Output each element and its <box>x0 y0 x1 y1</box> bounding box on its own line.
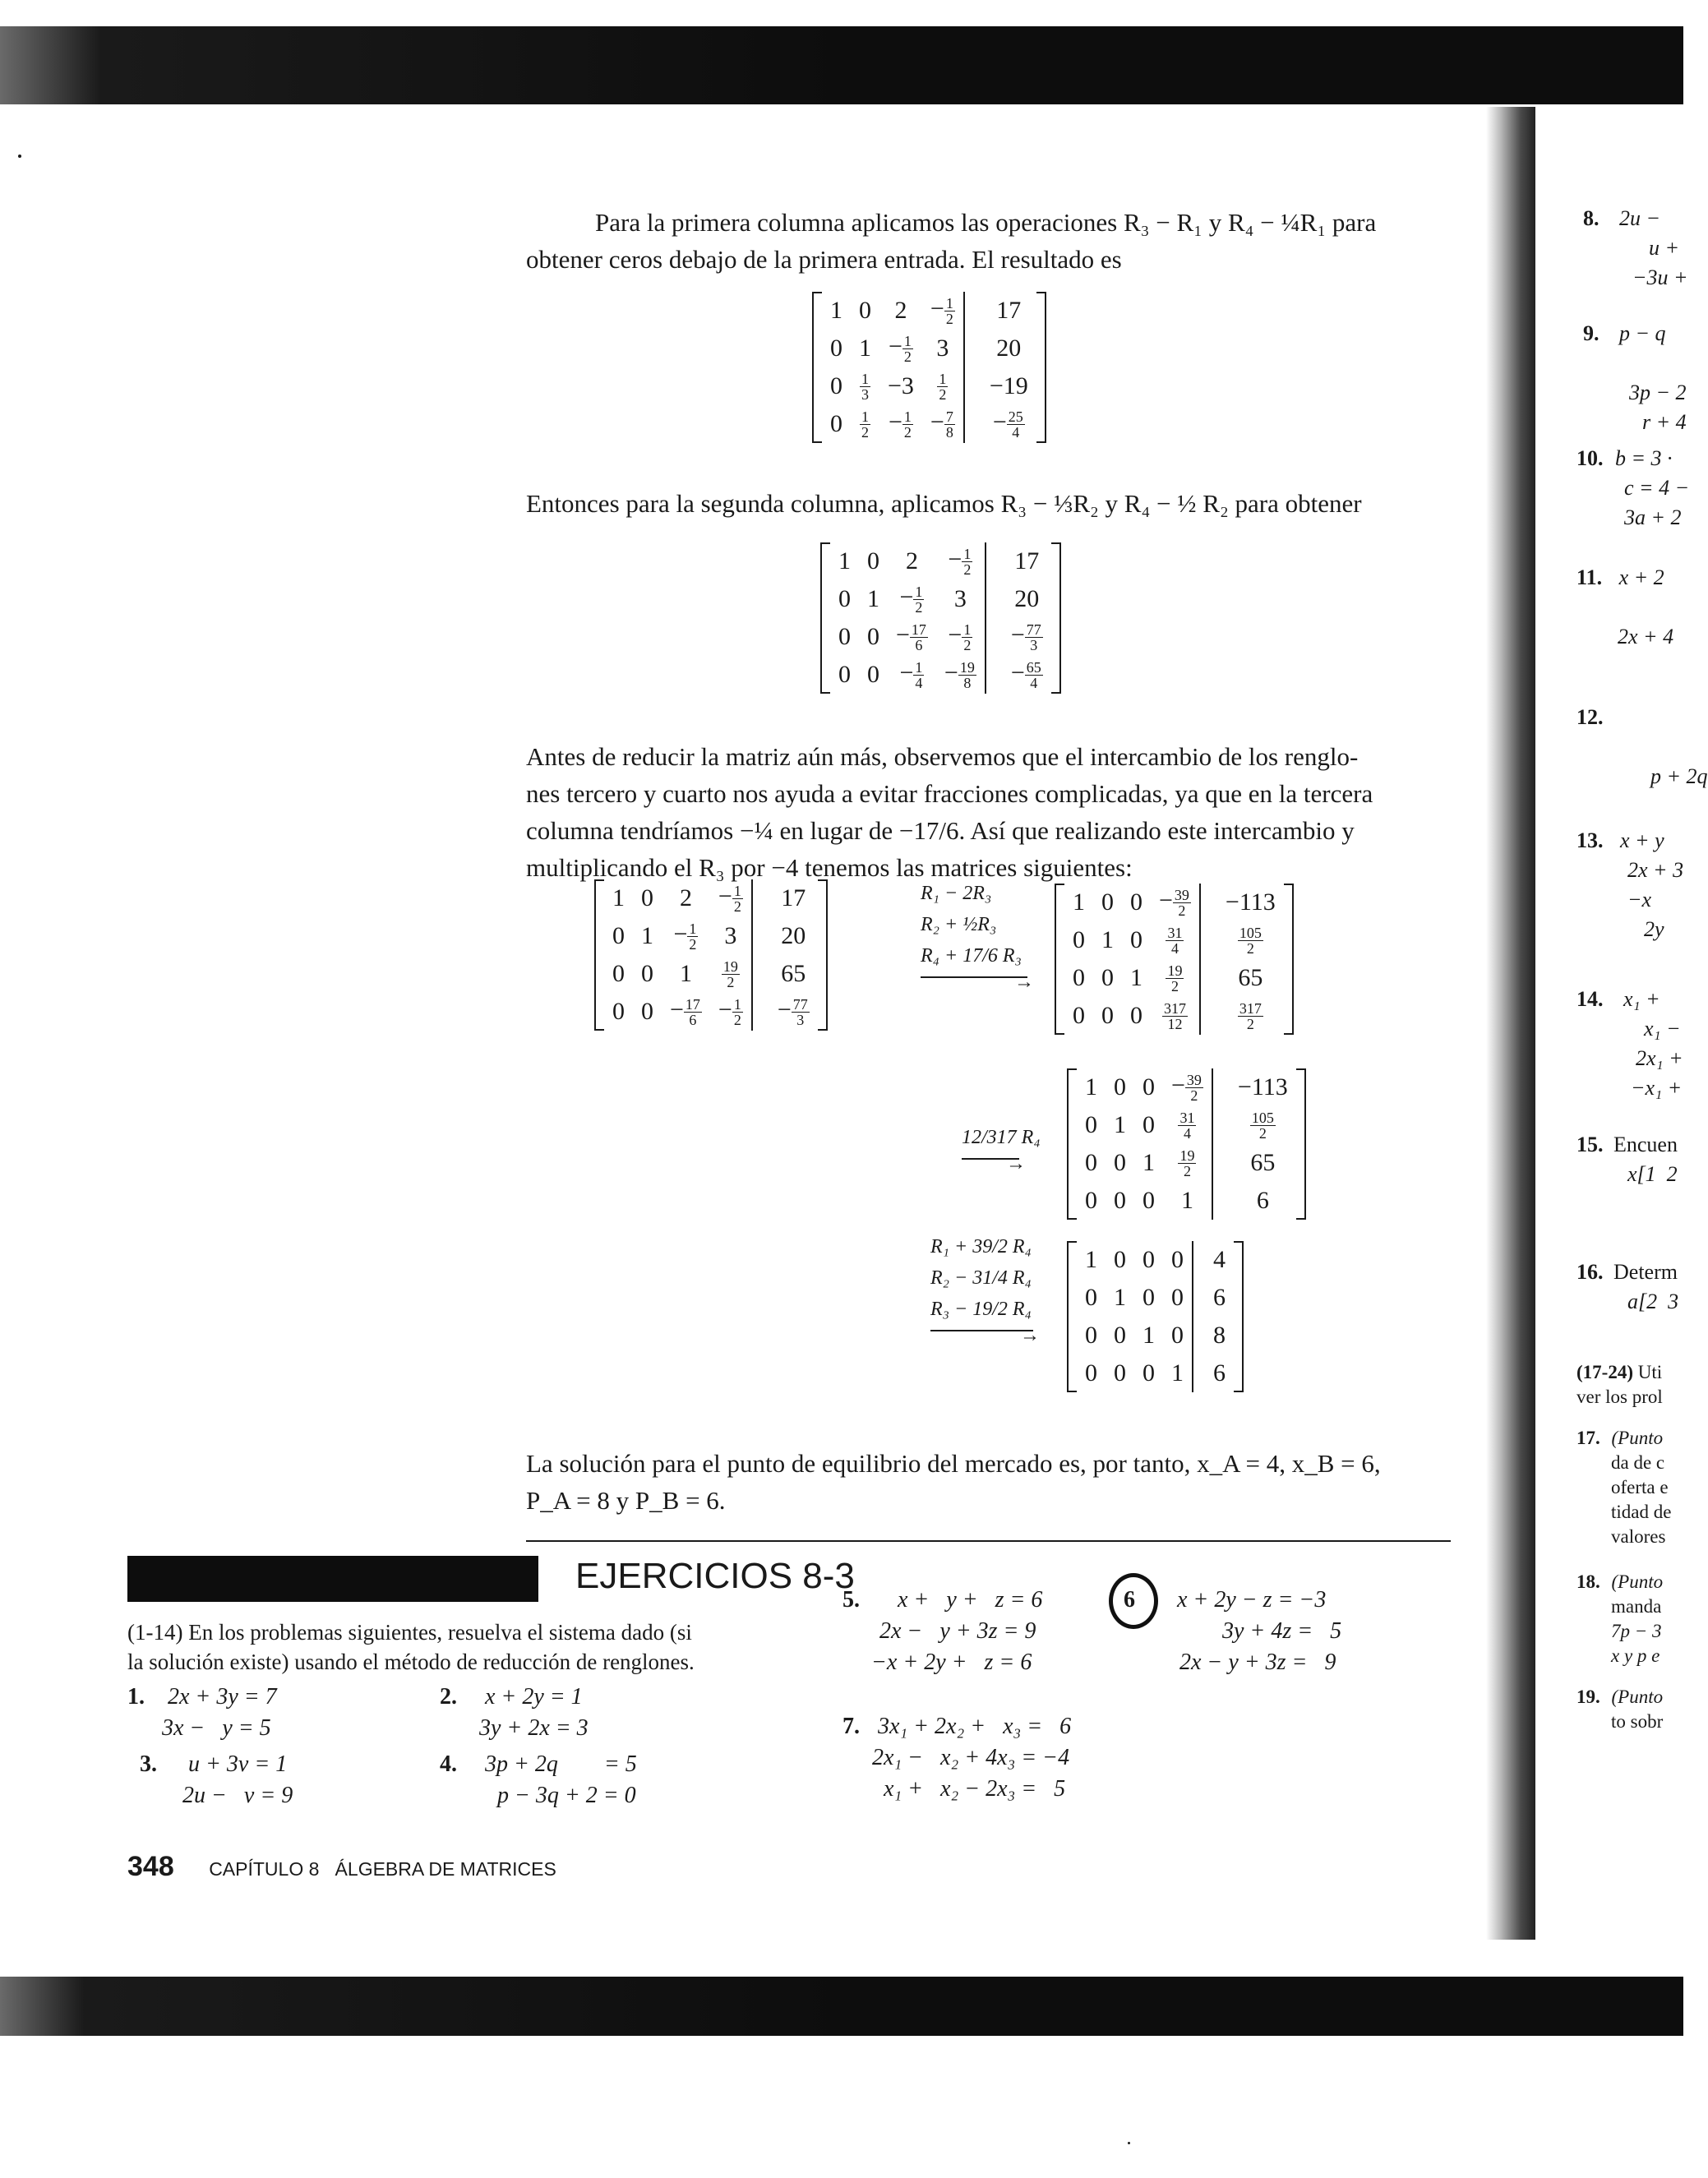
exercise-line: a[2 3 <box>1627 1290 1679 1313</box>
exercise-line: 3x − y = 5 <box>162 1715 271 1741</box>
bracket-right <box>1036 292 1046 443</box>
p3-line1: Antes de reducir la matriz aún más, observemos que el intercambio de los renglo- <box>526 742 1359 771</box>
bracket-right <box>1234 1241 1244 1392</box>
op-a-2: R₂ + ½R₃ <box>921 914 997 935</box>
exercise-6 <box>1114 1585 1341 1678</box>
bracket-left <box>820 542 830 694</box>
exercise-line: c = 4 − <box>1624 476 1690 500</box>
exercise-line: x₁ − <box>1644 1017 1681 1041</box>
matrix-6: 1 0 0 0 4 0 1 0 0 6 0 0 1 0 8 0 0 0 1 6 <box>1077 1241 1234 1392</box>
exercise-line: tidad de <box>1611 1502 1672 1522</box>
exercise-number: 6 <box>1124 1587 1135 1613</box>
exercise-line: x + y + z = 6 <box>898 1587 1043 1613</box>
exercise-number: 12. <box>1576 705 1604 729</box>
matrix-4: 1 0 0 − $\frac{39}{2}$ −113 0 1 0 $\frac{31}{4}$ $\frac{105}{2}$ 0 0 1 $\frac{19}{2}$ 65 0 0 0 $\frac{317}{12}$ $\frac{317}{2}$ <box>1064 884 1284 1035</box>
exercise-number: 16. <box>1576 1260 1604 1284</box>
instructions-line2: la solución existe) usando el método de reducción de renglones. <box>127 1650 695 1674</box>
p1-line2: obtener ceros debajo de la primera entrada. El resultado es <box>526 245 1122 274</box>
exercise-line: 2x − y + 3z = 9 <box>879 1618 1036 1644</box>
exercise-number-circled <box>1114 1585 1163 1616</box>
op-a-3: R₄ + 17/6 R₃ <box>921 945 1022 967</box>
chapter-title: CAPÍTULO 8 ÁLGEBRA DE MATRICES <box>209 1858 556 1880</box>
section-title: EJERCICIOS 8-3 <box>575 1556 855 1596</box>
exercise-line: da de c <box>1611 1452 1665 1473</box>
exercise-line: (Punto <box>1611 1687 1664 1707</box>
right-ex-17-24 <box>1576 1360 1663 1410</box>
exercise-line: 2x + 3y = 7 <box>168 1684 277 1710</box>
bracket-left <box>1067 1241 1077 1392</box>
top-scan-border <box>0 26 1683 104</box>
exercise-line: x + 2 <box>1618 565 1664 589</box>
exercise-line: r + 4 <box>1642 410 1687 434</box>
op-c-3: R₃ − 19/2 R₄ <box>930 1299 1032 1320</box>
row-operations-a <box>921 878 1034 993</box>
exercise-line: 2u − <box>1619 206 1661 230</box>
right-ex-17 <box>1576 1426 1671 1549</box>
exercise-line: x₁ + <box>1623 987 1660 1011</box>
exercise-line: 2x + 4 <box>1618 625 1674 648</box>
p3-line4: multiplicando el R₃ por −4 tenemos las matrices siguientes: <box>526 853 1133 882</box>
right-ex-10 <box>1576 444 1689 533</box>
exercise-number: 11. <box>1576 565 1603 589</box>
exercise-line: x + y <box>1620 828 1664 852</box>
exercise-line: 2y <box>1644 917 1664 941</box>
right-ex-11 <box>1576 563 1673 652</box>
bracket-left <box>594 879 604 1031</box>
op-c-2: R₂ − 31/4 R₄ <box>930 1267 1032 1289</box>
exercise-line: to sobr <box>1611 1711 1664 1732</box>
op-a-1: R₁ − 2R₃ <box>921 883 992 904</box>
op-c-1: R₁ + 39/2 R₄ <box>930 1236 1032 1257</box>
exercise-line: 3p − 2 <box>1629 381 1687 404</box>
bracket-left <box>812 292 822 443</box>
exercise-number: 15. <box>1576 1133 1604 1156</box>
exercise-line: p + 2q <box>1650 764 1708 788</box>
matrix-2: 1 0 2 − $\frac{1}{2}$ 17 0 1 − $\frac{1}{2}$ 3 20 0 0 − $\frac{17}{6}$ − $\frac{1}{2}$ − $\frac{77}{3}$ 0 0 − $\frac{1}{4}$ − $\frac{19}{8}$ − $\frac{65}{4}$ <box>830 542 1051 694</box>
p1-line1: Para la primera columna aplicamos las operaciones R₃ − R₁ y R₄ − ¼R₁ para <box>595 208 1377 237</box>
instructions-line1: (1-14) En los problemas siguientes, resuelva el sistema dado (si <box>127 1620 692 1645</box>
exercise-line: −x + 2y + z = 6 <box>871 1650 1032 1675</box>
exercise-number: 19. <box>1576 1687 1600 1707</box>
exercise-line: x y p e <box>1611 1645 1660 1666</box>
right-ex-9 <box>1583 319 1687 437</box>
exercise-line: 7p − 3 <box>1611 1621 1662 1641</box>
page-footer <box>127 1851 556 1883</box>
exercise-line: 3a + 2 <box>1624 505 1682 529</box>
row-operations-c <box>930 1231 1040 1346</box>
exercise-line: 3x₁ + 2x₂ + x₃ = 6 <box>878 1714 1072 1739</box>
matrix-5: 1 0 0 − $\frac{39}{2}$ −113 0 1 0 $\frac{31}{4}$ $\frac{105}{2}$ 0 0 1 $\frac{19}{2}$ 65 0 0 0 1 6 <box>1077 1068 1296 1220</box>
exercise-line: u + <box>1649 236 1680 260</box>
right-ex-14 <box>1576 985 1683 1103</box>
right-ex-16 <box>1576 1257 1678 1317</box>
exercise-3 <box>140 1749 293 1811</box>
exercise-number: 18. <box>1576 1571 1600 1592</box>
exercise-line: p − 3q + 2 = 0 <box>497 1783 636 1808</box>
exercise-number: 3. <box>140 1751 157 1777</box>
exercise-number: 13. <box>1576 828 1604 852</box>
exercise-line: 2x + 3 <box>1627 858 1684 882</box>
exercise-line: p − q <box>1619 321 1666 345</box>
exercise-number: (17-24) <box>1576 1362 1633 1382</box>
arrow-icon: → <box>930 1330 1033 1331</box>
exercise-line: (Punto <box>1611 1428 1664 1448</box>
exercise-number: 5. <box>842 1587 860 1613</box>
exercise-line: 2u − v = 9 <box>182 1783 293 1808</box>
op-b-1: 12/317 R₄ <box>962 1127 1041 1148</box>
bracket-left <box>1067 1068 1077 1220</box>
bracket-right <box>1284 884 1294 1035</box>
exercise-number: 14. <box>1576 987 1604 1011</box>
p4-line1: La solución para el punto de equilibrio del mercado es, por tanto, x_A = 4, x_B = 6, <box>526 1449 1381 1478</box>
exercise-number: 10. <box>1576 446 1604 470</box>
exercise-number: 2. <box>440 1684 457 1710</box>
p3-line3: columna tendríamos −¼ en lugar de −17/6. Así que realizando este intercambio y <box>526 816 1355 845</box>
arrow-icon: → <box>921 976 1027 978</box>
exercise-line: −3u + <box>1632 265 1688 289</box>
exercise-line: u + 3v = 1 <box>188 1751 288 1777</box>
exercise-line: x[1 2 <box>1627 1162 1678 1186</box>
p3-line2: nes tercero y cuarto nos ayuda a evitar fracciones complicadas, ya que en la tercera <box>526 779 1373 808</box>
exercise-number: 9. <box>1583 321 1600 345</box>
exercise-number: 1. <box>127 1684 145 1710</box>
instructions <box>127 1617 810 1677</box>
arrow-icon: → <box>962 1158 1019 1160</box>
right-ex-15 <box>1576 1130 1678 1189</box>
section-header-bar <box>127 1556 538 1602</box>
exercise-line: Encuen <box>1613 1133 1678 1156</box>
exercise-line: 3p + 2q = 5 <box>485 1751 637 1777</box>
bracket-right <box>818 879 828 1031</box>
exercise-line: oferta e <box>1611 1477 1669 1497</box>
speck <box>1128 2142 1130 2144</box>
right-ex-18 <box>1576 1570 1663 1668</box>
exercise-line: manda <box>1611 1596 1662 1617</box>
exercise-line: Determ <box>1613 1260 1678 1284</box>
right-ex-13 <box>1576 826 1683 944</box>
page-number: 348 <box>127 1851 174 1882</box>
paragraph-3 <box>526 738 1451 886</box>
exercise-line: x₁ + x₂ − 2x₃ = 5 <box>884 1776 1066 1802</box>
exercise-number: 17. <box>1576 1428 1600 1448</box>
exercise-line: b = 3 · <box>1615 446 1673 470</box>
exercise-7 <box>842 1711 1071 1805</box>
exercise-1 <box>127 1682 277 1744</box>
speck <box>18 155 21 158</box>
right-ex-8 <box>1583 204 1688 293</box>
exercise-line: Uti <box>1637 1362 1663 1382</box>
bottom-scan-border <box>0 1977 1683 2036</box>
bracket-right <box>1296 1068 1306 1220</box>
exercise-line: x + 2y = 1 <box>485 1684 583 1710</box>
exercise-number: 4. <box>440 1751 457 1777</box>
exercise-number: 8. <box>1583 206 1600 230</box>
right-page-fragment <box>1535 107 1708 1940</box>
p4-line2: P_A = 8 y P_B = 6. <box>526 1486 726 1515</box>
bracket-left <box>1055 884 1064 1035</box>
page-fold-shadow <box>1486 107 1535 1940</box>
exercise-number: 7. <box>842 1714 860 1739</box>
exercise-line: −x₁ + <box>1631 1076 1683 1100</box>
exercise-line: x + 2y − z = −3 <box>1177 1587 1327 1613</box>
exercise-4 <box>440 1749 637 1811</box>
right-ex-12 <box>1576 703 1708 791</box>
exercise-line: −x <box>1627 888 1652 911</box>
exercise-5 <box>842 1585 1042 1678</box>
exercise-line: 2x − y + 3z = 9 <box>1179 1650 1336 1675</box>
exercise-line: ver los prol <box>1576 1387 1663 1407</box>
exercise-line: (Punto <box>1611 1571 1664 1592</box>
exercise-line: 3y + 2x = 3 <box>479 1715 589 1741</box>
matrix-3: 1 0 2 − $\frac{1}{2}$ 17 0 1 − $\frac{1}{2}$ 3 20 0 0 1 $\frac{19}{2}$ 65 0 0 − $\frac{17}{6}$ − $\frac{1}{2}$ − $\frac{77}{3}$ <box>604 879 818 1031</box>
matrix-1: 1 0 2 − $\frac{1}{2}$ 17 0 1 − $\frac{1}{2}$ 3 20 0 $\frac{1}{3}$ −3 $\frac{1}{2}$ −19 0 $\frac{1}{2}$ − $\frac{1}{2}$ − $\frac{7}{8}$ − $\frac{25}{4}$ <box>822 292 1036 443</box>
right-ex-19 <box>1576 1685 1663 1734</box>
exercise-line: 2x₁ − x₂ + 4x₃ = −4 <box>872 1745 1070 1770</box>
paragraph-2: Entonces para la segunda columna, aplicamos R₃ − ⅓R₂ y R₄ − ½ R₂ para obtener <box>526 489 1362 518</box>
section-rule <box>526 1540 1451 1542</box>
bracket-right <box>1051 542 1061 694</box>
exercise-line: 3y + 4z = 5 <box>1222 1618 1342 1644</box>
paragraph-4 <box>526 1445 1451 1519</box>
row-operations-b <box>962 1122 1041 1174</box>
exercise-line: valores <box>1611 1526 1666 1547</box>
exercise-2 <box>440 1682 589 1744</box>
paragraph-1 <box>526 204 1451 278</box>
exercise-line: 2x₁ + <box>1636 1046 1683 1070</box>
